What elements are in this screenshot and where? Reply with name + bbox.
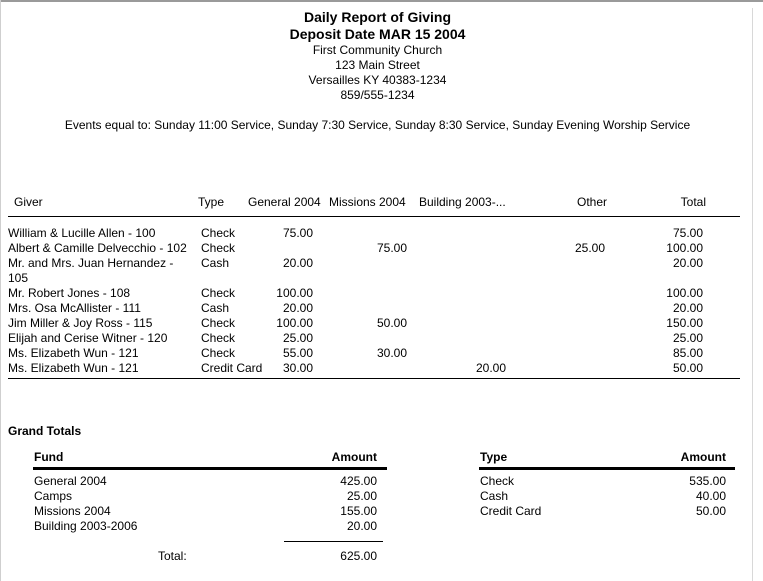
cell-general: 100.00: [276, 316, 313, 330]
cell-total: 100.00: [666, 286, 703, 300]
type-name: Check: [480, 474, 515, 488]
type-header-rule: [479, 467, 735, 470]
type-amount: 40.00: [695, 489, 726, 503]
cell-giver: Elijah and Cerise Witner - 120: [8, 331, 168, 345]
report-subtitle: Deposit Date MAR 15 2004: [289, 26, 466, 42]
cell-giver: Albert & Camille Delvecchio - 102: [8, 241, 187, 255]
cell-general: 75.00: [282, 226, 313, 240]
events-filter: Events equal to: Sunday 11:00 Service, Sunday 7:30 Service, Sunday 8:30 Service, Sunday Evening Worship Service: [64, 118, 691, 132]
type-name: Credit Card: [480, 504, 542, 518]
cell-total: 20.00: [672, 256, 703, 270]
cell-giver: Mr. Robert Jones - 108: [8, 286, 131, 300]
cell-general: 25.00: [282, 331, 313, 345]
fund-header: Fund: [34, 450, 64, 464]
cell-general: 20.00: [282, 256, 313, 270]
fund-total-rule: [284, 541, 383, 542]
fund-name: Building 2003-2006: [34, 519, 138, 533]
col-header-general: General 2004: [248, 195, 321, 209]
cell-missions: 50.00: [376, 316, 407, 330]
col-header-building: Building 2003-...: [419, 195, 506, 209]
cell-giver: Mr. and Mrs. Juan Hernandez -: [8, 256, 174, 270]
table-bottom-rule: [8, 378, 740, 379]
cell-total: 20.00: [672, 301, 703, 315]
fund-amount: 425.00: [340, 474, 377, 488]
fund-amount: 25.00: [346, 489, 377, 503]
cell-type: Cash: [201, 256, 230, 270]
header-rule: [8, 216, 740, 217]
cell-general: 100.00: [276, 286, 313, 300]
col-header-total: Total: [680, 195, 706, 209]
col-header-type: Type: [198, 195, 225, 209]
church-street: 123 Main Street: [335, 58, 420, 72]
type-amount: 50.00: [695, 504, 726, 518]
cell-missions: 75.00: [376, 241, 407, 255]
fund-name: General 2004: [34, 474, 107, 488]
cell-total: 25.00: [672, 331, 703, 345]
cell-general: 55.00: [282, 346, 313, 360]
cell-type: Check: [201, 286, 236, 300]
cell-type: Check: [201, 331, 236, 345]
cell-total: 100.00: [666, 241, 703, 255]
col-header-other: Other: [576, 195, 607, 209]
cell-total: 150.00: [666, 316, 703, 330]
cell-type: Check: [201, 316, 236, 330]
fund-name: Missions 2004: [34, 504, 111, 518]
cell-type: Check: [201, 226, 236, 240]
cell-type: Cash: [201, 301, 230, 315]
cell-giver: Ms. Elizabeth Wun - 121: [8, 346, 139, 360]
church-city: Versailles KY 40383-1234: [308, 73, 447, 87]
cell-total: 50.00: [672, 361, 703, 375]
fund-name: Camps: [34, 489, 73, 503]
grand-totals-heading: Grand Totals: [8, 424, 82, 438]
church-phone: 859/555-1234: [340, 88, 415, 102]
type-header: Type: [480, 450, 508, 464]
cell-general: 20.00: [282, 301, 313, 315]
cell-other: 25.00: [574, 241, 605, 255]
cell-general: 30.00: [282, 361, 313, 375]
cell-total: 85.00: [672, 346, 703, 360]
type-name: Cash: [480, 489, 509, 503]
cell-type: Check: [201, 241, 236, 255]
cell-building: 20.00: [475, 361, 506, 375]
cell-giver-continued: 105: [8, 271, 29, 285]
fund-amount: 20.00: [346, 519, 377, 533]
cell-total: 75.00: [672, 226, 703, 240]
report-title: Daily Report of Giving: [303, 9, 451, 25]
type-amount: 535.00: [689, 474, 726, 488]
fund-amount: 155.00: [340, 504, 377, 518]
church-name: First Community Church: [312, 43, 443, 57]
fund-total-amount: 625.00: [340, 549, 377, 563]
page-top-border: [0, 0, 763, 2]
cell-type: Credit Card: [201, 361, 263, 375]
cell-giver: Jim Miller & Joy Ross - 115: [8, 316, 153, 330]
fund-header-rule: [33, 467, 387, 470]
type-amount-header: Amount: [680, 450, 726, 464]
cell-type: Check: [201, 346, 236, 360]
cell-giver: Ms. Elizabeth Wun - 121: [8, 361, 139, 375]
cell-missions: 30.00: [376, 346, 407, 360]
fund-amount-header: Amount: [331, 450, 377, 464]
fund-total-label: Total:: [158, 549, 187, 563]
cell-giver: William & Lucille Allen - 100: [8, 226, 156, 240]
col-header-missions: Missions 2004: [329, 195, 406, 209]
cell-giver: Mrs. Osa McAllister - 111: [8, 301, 141, 315]
col-header-giver: Giver: [14, 195, 43, 209]
